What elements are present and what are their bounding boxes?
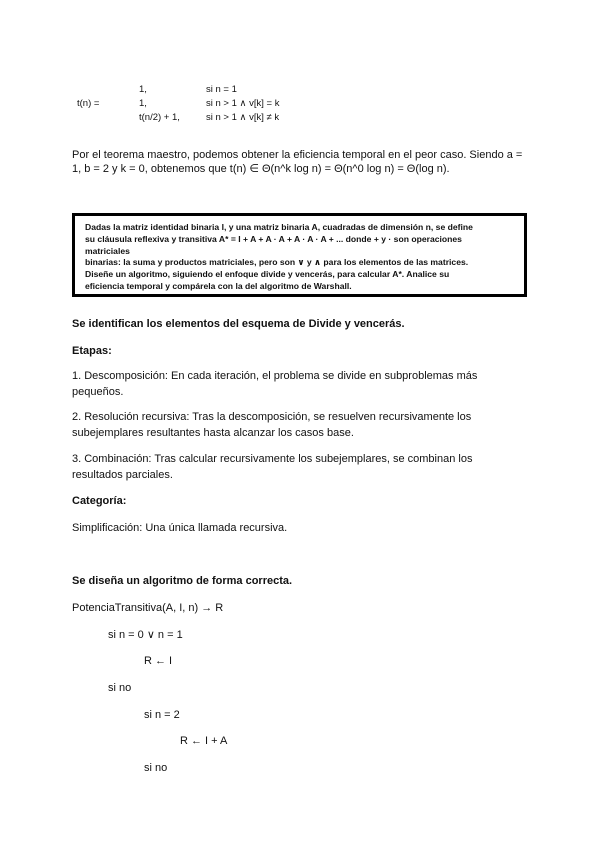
category-heading: Categoría: <box>72 495 127 507</box>
stage-1-line: pequeños. <box>72 386 124 398</box>
algorithm-line: R ← I <box>144 655 173 667</box>
stage-3-line: resultados parciales. <box>72 469 173 481</box>
problem-line: matriciales <box>85 245 130 256</box>
problem-line: eficiencia temporal y compárela con la del algoritmo de Warshall. <box>85 280 352 291</box>
recurrence-value: 1, <box>139 84 147 95</box>
algorithm-line: PotenciaTransitiva(A, I, n) → R <box>72 602 224 614</box>
problem-statement-box <box>72 213 527 297</box>
problem-line: binarias: la suma y productos matriciales, pero son ∨ y ∧ para los elementos de las matrices. <box>85 257 469 268</box>
problem-line: Dadas la matriz identidad binaria I, y una matriz binaria A, cuadradas de dimensión n, se define <box>85 222 473 232</box>
algorithm-line: si no <box>144 762 168 774</box>
recurrence-lhs: t(n) = <box>77 98 100 109</box>
recurrence-condition: si n > 1 ∧ v[k] ≠ k <box>206 112 280 123</box>
algorithm-line: si no <box>108 682 132 694</box>
algorithm-heading: Se diseña un algoritmo de forma correcta. <box>72 575 293 587</box>
recurrence-value: t(n/2) + 1, <box>139 112 180 123</box>
problem-line: Diseñe un algoritmo, siguiendo el enfoque divide y vencerás, para calcular A*. Analice su <box>85 269 450 280</box>
stages-heading: Etapas: <box>72 345 112 357</box>
category-text: Simplificación: Una única llamada recursiva. <box>72 522 288 534</box>
algorithm-line: si n = 0 ∨ n = 1 <box>108 629 183 641</box>
master-theorem-line: 1, b = 2 y k = 0, obtenemos que t(n) ∈ Θ(n^k log n) = Θ(n^0 log n) = Θ(log n). <box>72 163 450 175</box>
stage-2-line: 2. Resolución recursiva: Tras la descomposición, se resuelven recursivamente los <box>72 411 472 423</box>
stage-3-line: 3. Combinación: Tras calcular recursivamente los subejemplares, se combinan los <box>72 453 473 465</box>
scheme-heading: Se identifican los elementos del esquema de Divide y vencerás. <box>72 318 405 330</box>
stage-2-line: subejemplares resultantes hasta alcanzar los casos base. <box>72 427 354 439</box>
recurrence-condition: si n = 1 <box>206 84 237 95</box>
stage-1-line: 1. Descomposición: En cada iteración, el problema se divide en subproblemas más <box>72 370 478 382</box>
master-theorem-line: Por el teorema maestro, podemos obtener la eficiencia temporal en el peor caso. Siendo a = <box>72 149 523 161</box>
algorithm-line: si n = 2 <box>144 709 180 721</box>
algorithm-line: R ← I + A <box>180 735 228 747</box>
recurrence-condition: si n > 1 ∧ v[k] = k <box>206 98 280 109</box>
recurrence-value: 1, <box>139 98 147 109</box>
problem-line: su cláusula reflexiva y transitiva A* = I + A + A · A + A · A · A + ... donde + y · son operaciones <box>85 233 462 244</box>
